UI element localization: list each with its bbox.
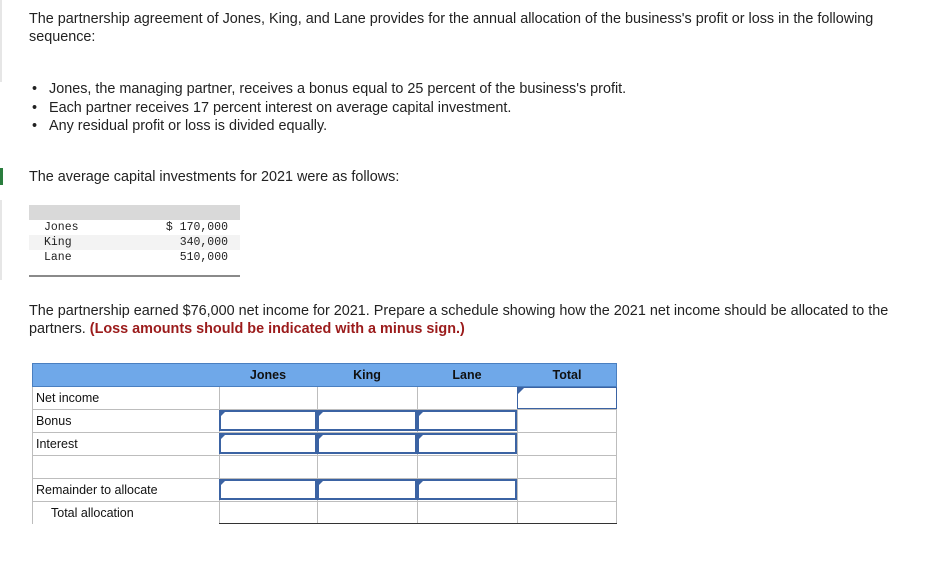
- bullet-icon: •: [32, 99, 38, 116]
- partner-name: Lane: [44, 251, 72, 264]
- table-bottom-rule: [29, 275, 240, 277]
- left-margin-bar: [0, 200, 2, 280]
- bullet-icon: •: [32, 81, 38, 97]
- capital-amount: $ 170,000: [165, 221, 228, 234]
- bonus-lane-input[interactable]: [417, 410, 517, 431]
- problem-text: The partnership earned $76,000 net income for 2021. Prepare a schedule showing how the 2021 net income should be allocated to the partners. (Loss amounts should be indicated with a minus sign.): [29, 303, 889, 337]
- capital-table-header: [29, 205, 240, 220]
- interest-jones-input[interactable]: [219, 433, 317, 454]
- list-item: • Any residual profit or loss is divided equally.: [32, 118, 328, 134]
- bonus-king-input[interactable]: [317, 410, 417, 431]
- table-row: [29, 220, 240, 235]
- intro-text: The partnership agreement of Jones, King, and Lane provides for the annual allocation of the business's profit or loss in the following sequence:: [29, 11, 874, 45]
- remainder-lane-input[interactable]: [417, 479, 517, 500]
- total-underline: [219, 523, 617, 524]
- left-margin-marker: [0, 168, 3, 185]
- row-label-net-income: Net income: [36, 391, 100, 405]
- partner-name: Jones: [44, 221, 79, 234]
- capital-table: [29, 205, 240, 278]
- column-header-total: Total: [552, 368, 582, 382]
- row-label-remainder: Remainder to allocate: [36, 483, 158, 497]
- row-label-blank: [32, 456, 219, 478]
- capital-amount: 340,000: [179, 236, 228, 249]
- list-item: • Jones, the managing partner, receives a bonus equal to 25 percent of the business's profit.: [32, 81, 627, 97]
- allocation-sequence-list: [29, 80, 626, 136]
- left-margin-bar: [0, 0, 2, 82]
- average-capital-intro: The average capital investments for 2021 were as follows:: [29, 169, 400, 185]
- remainder-jones-input[interactable]: [219, 479, 317, 500]
- interest-king-input[interactable]: [317, 433, 417, 454]
- partner-name: King: [44, 236, 72, 249]
- table-row: [29, 250, 240, 265]
- bullet-icon: •: [32, 118, 38, 134]
- remainder-king-input[interactable]: [317, 479, 417, 500]
- interest-lane-input[interactable]: [417, 433, 517, 454]
- list-item: • Each partner receives 17 percent interest on average capital investment.: [32, 99, 512, 116]
- allocation-schedule: [32, 363, 617, 524]
- row-label-bonus: Bonus: [36, 414, 72, 428]
- column-header-jones: Jones: [249, 368, 287, 382]
- table-row: [29, 235, 240, 250]
- loss-instruction: (Loss amounts should be indicated with a minus sign.): [89, 321, 465, 337]
- row-label-interest: Interest: [36, 437, 78, 451]
- bonus-jones-input[interactable]: [219, 410, 317, 431]
- column-header-king: King: [353, 368, 381, 382]
- column-header-lane: Lane: [452, 368, 482, 382]
- row-label-total-allocation: Total allocation: [51, 506, 134, 520]
- net-income-total-input[interactable]: [517, 387, 617, 409]
- capital-amount: 510,000: [179, 251, 228, 264]
